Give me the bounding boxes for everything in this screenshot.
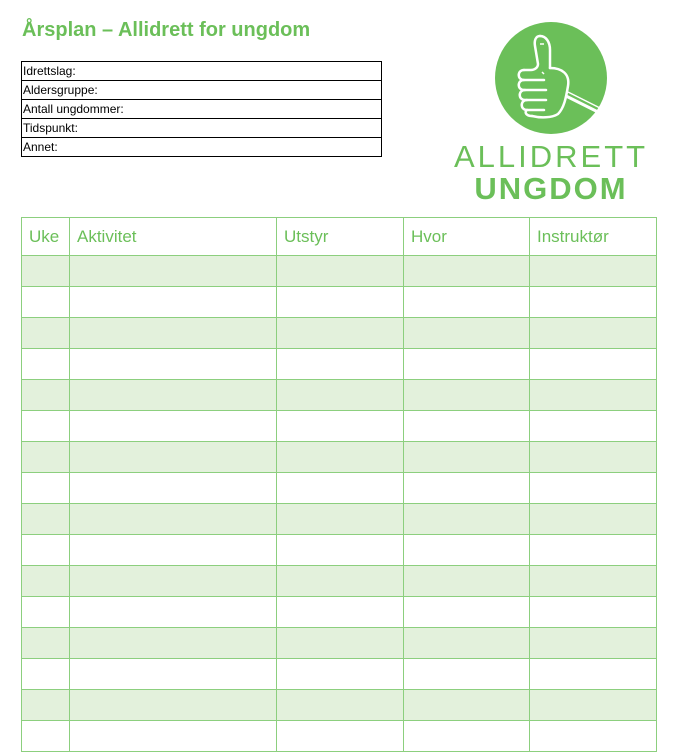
cell-location[interactable] — [404, 721, 530, 752]
info-row-age-group — [22, 81, 382, 100]
cell-activity[interactable] — [70, 504, 277, 535]
info-label-age-group[interactable]: Aldersgruppe: — [22, 81, 382, 100]
cell-location[interactable] — [404, 597, 530, 628]
cell-equipment[interactable] — [277, 442, 404, 473]
cell-activity[interactable] — [70, 411, 277, 442]
cell-location[interactable] — [404, 473, 530, 504]
table-row — [22, 256, 657, 287]
cell-activity[interactable] — [70, 659, 277, 690]
cell-week[interactable] — [22, 411, 70, 442]
table-row — [22, 566, 657, 597]
cell-equipment[interactable] — [277, 535, 404, 566]
cell-location[interactable] — [404, 442, 530, 473]
cell-instructor[interactable] — [530, 318, 657, 349]
cell-equipment[interactable] — [277, 504, 404, 535]
cell-location[interactable] — [404, 628, 530, 659]
logo-text-allidrett: ALLIDRETT — [454, 139, 649, 174]
table-row — [22, 535, 657, 566]
table-row — [22, 411, 657, 442]
info-row-other — [22, 138, 382, 157]
column-header-activity: Aktivitet — [70, 218, 277, 256]
cell-instructor[interactable] — [530, 690, 657, 721]
cell-instructor[interactable] — [530, 411, 657, 442]
cell-week[interactable] — [22, 442, 70, 473]
info-row-club — [22, 62, 382, 81]
cell-week[interactable] — [22, 659, 70, 690]
cell-activity[interactable] — [70, 256, 277, 287]
table-row — [22, 287, 657, 318]
table-row — [22, 380, 657, 411]
cell-equipment[interactable] — [277, 566, 404, 597]
cell-instructor[interactable] — [530, 721, 657, 752]
year-plan-table — [21, 217, 657, 752]
cell-activity[interactable] — [70, 690, 277, 721]
column-header-equipment: Utstyr — [277, 218, 404, 256]
cell-equipment[interactable] — [277, 690, 404, 721]
cell-instructor[interactable] — [530, 535, 657, 566]
info-table — [21, 61, 382, 157]
cell-week[interactable] — [22, 287, 70, 318]
table-row — [22, 473, 657, 504]
cell-equipment[interactable] — [277, 256, 404, 287]
cell-instructor[interactable] — [530, 628, 657, 659]
cell-equipment[interactable] — [277, 659, 404, 690]
column-header-instructor: Instruktør — [530, 218, 657, 256]
cell-week[interactable] — [22, 256, 70, 287]
cell-location[interactable] — [404, 380, 530, 411]
cell-location[interactable] — [404, 659, 530, 690]
cell-instructor[interactable] — [530, 349, 657, 380]
table-row — [22, 318, 657, 349]
cell-activity[interactable] — [70, 721, 277, 752]
cell-location[interactable] — [404, 411, 530, 442]
cell-equipment[interactable] — [277, 287, 404, 318]
info-label-other[interactable]: Annet: — [22, 138, 382, 157]
cell-instructor[interactable] — [530, 473, 657, 504]
cell-week[interactable] — [22, 721, 70, 752]
cell-equipment[interactable] — [277, 349, 404, 380]
cell-equipment[interactable] — [277, 318, 404, 349]
cell-activity[interactable] — [70, 566, 277, 597]
table-row — [22, 659, 657, 690]
cell-equipment[interactable] — [277, 597, 404, 628]
cell-activity[interactable] — [70, 287, 277, 318]
table-body — [22, 256, 657, 752]
cell-activity[interactable] — [70, 349, 277, 380]
cell-week[interactable] — [22, 349, 70, 380]
info-row-participants — [22, 100, 382, 119]
cell-instructor[interactable] — [530, 566, 657, 597]
column-header-location: Hvor — [404, 218, 530, 256]
cell-instructor[interactable] — [530, 287, 657, 318]
cell-week[interactable] — [22, 566, 70, 597]
cell-equipment[interactable] — [277, 380, 404, 411]
info-label-club[interactable]: Idrettslag: — [22, 62, 382, 81]
cell-equipment[interactable] — [277, 721, 404, 752]
cell-location[interactable] — [404, 504, 530, 535]
cell-equipment[interactable] — [277, 473, 404, 504]
cell-location[interactable] — [404, 318, 530, 349]
thumbs-up-icon — [495, 22, 607, 134]
cell-instructor[interactable] — [530, 597, 657, 628]
cell-location[interactable] — [404, 690, 530, 721]
table-row — [22, 349, 657, 380]
table-header-row — [22, 218, 657, 256]
document-title: Årsplan – Allidrett for ungdom — [22, 19, 311, 41]
cell-equipment[interactable] — [277, 628, 404, 659]
cell-equipment[interactable] — [277, 411, 404, 442]
info-label-participants[interactable]: Antall ungdommer: — [22, 100, 382, 119]
table-row — [22, 442, 657, 473]
cell-location[interactable] — [404, 566, 530, 597]
info-label-time[interactable]: Tidspunkt: — [22, 119, 382, 138]
cell-activity[interactable] — [70, 535, 277, 566]
cell-week[interactable] — [22, 380, 70, 411]
cell-instructor[interactable] — [530, 380, 657, 411]
cell-week[interactable] — [22, 473, 70, 504]
cell-activity[interactable] — [70, 473, 277, 504]
cell-activity[interactable] — [70, 442, 277, 473]
cell-instructor[interactable] — [530, 256, 657, 287]
table-row — [22, 690, 657, 721]
table-row — [22, 504, 657, 535]
table-row — [22, 721, 657, 752]
cell-instructor[interactable] — [530, 659, 657, 690]
table-row — [22, 597, 657, 628]
table-row — [22, 628, 657, 659]
cell-location[interactable] — [404, 349, 530, 380]
cell-week[interactable] — [22, 504, 70, 535]
cell-week[interactable] — [22, 318, 70, 349]
cell-location[interactable] — [404, 535, 530, 566]
cell-instructor[interactable] — [530, 442, 657, 473]
cell-activity[interactable] — [70, 318, 277, 349]
cell-week[interactable] — [22, 597, 70, 628]
cell-week[interactable] — [22, 690, 70, 721]
cell-activity[interactable] — [70, 597, 277, 628]
info-row-time — [22, 119, 382, 138]
cell-activity[interactable] — [70, 628, 277, 659]
cell-week[interactable] — [22, 535, 70, 566]
cell-location[interactable] — [404, 287, 530, 318]
logo-text-ungdom: UNGDOM — [474, 171, 628, 206]
column-header-week: Uke — [22, 218, 70, 256]
cell-activity[interactable] — [70, 380, 277, 411]
cell-instructor[interactable] — [530, 504, 657, 535]
cell-week[interactable] — [22, 628, 70, 659]
cell-location[interactable] — [404, 256, 530, 287]
